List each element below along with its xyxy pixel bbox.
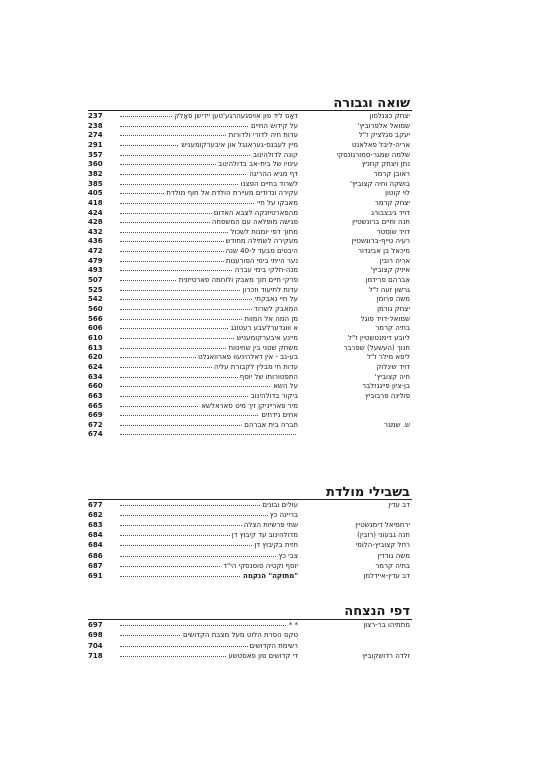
- toc-entry[interactable]: [0, 541, 546, 550]
- toc-entry[interactable]: [0, 199, 546, 208]
- toc-entry[interactable]: [0, 228, 546, 237]
- entry-title: מנה-חלקי בימי עברה: [234, 266, 298, 275]
- entry-page-number: 493: [88, 266, 103, 275]
- entry-page-number: 697: [88, 621, 103, 629]
- entry-title: עקירה ונדודים מעיירת הולדת אל חוף מולדת: [166, 189, 298, 198]
- entry-author: מתתיהו בר-רצון: [363, 621, 410, 629]
- toc-entry[interactable]: [0, 160, 546, 169]
- toc-entry[interactable]: [0, 552, 546, 561]
- toc-entry[interactable]: [0, 276, 546, 285]
- dot-leader: [120, 434, 296, 435]
- entry-title: קונה לדולהינוב: [252, 150, 298, 159]
- entry-author: יצחק גורמן: [377, 305, 410, 313]
- entry-author: משה פרומן: [376, 295, 410, 304]
- entry-title: מיינע איבערקומעניש: [236, 334, 298, 342]
- toc-entry[interactable]: [0, 382, 546, 391]
- entry-page-number: 686: [88, 551, 103, 560]
- dot-leader: [120, 625, 296, 626]
- entry-title: מעקירה לשתילה מחודש: [225, 237, 298, 246]
- entry-author: דב עדין-איידלמן: [363, 571, 410, 580]
- entry-title: עולים ובונים: [262, 501, 298, 509]
- entry-author: אריה-ליבל פאלאנט: [351, 140, 410, 149]
- entry-title: מן המה אל המוות: [244, 314, 298, 323]
- toc-entry[interactable]: [0, 266, 546, 275]
- entry-title: יוסף וקטיה סוסנסקי הי"ד: [223, 561, 298, 570]
- toc-entry[interactable]: [0, 315, 546, 324]
- entry-title: "מתוקה" הנקמה: [243, 571, 298, 580]
- entry-title: עדות חי מבלין לקבורת עליה: [214, 362, 298, 371]
- toc-entry[interactable]: [0, 209, 546, 218]
- entry-title: עדות לתיעוד וזכרון: [242, 285, 298, 294]
- entry-title: פגישה מופלאה עם המשפחה: [211, 218, 298, 227]
- entry-author: חיה קצוביץ': [374, 372, 410, 381]
- entry-title: מהפארטיזנקה לצבא האדום: [213, 208, 298, 217]
- entry-page-number: 479: [88, 256, 103, 265]
- entry-page-number: 566: [88, 314, 103, 323]
- entry-author: איזיק קצוביץ': [370, 266, 410, 275]
- entry-page-number: 560: [88, 305, 103, 313]
- toc-entry[interactable]: [0, 363, 546, 372]
- entry-title: א וווגדערלעבע רעטונג: [230, 324, 298, 333]
- entry-author: חנה וחיים ברונשטיין: [352, 218, 410, 227]
- entry-page-number: 507: [88, 276, 103, 285]
- entry-page-number: 432: [88, 227, 103, 236]
- toc-entry[interactable]: [0, 642, 546, 651]
- entry-page-number: 525: [88, 285, 103, 294]
- entry-page-number: 613: [88, 343, 103, 352]
- toc-entry[interactable]: [0, 531, 546, 540]
- entry-author: ליובע דימנטשטיין ז"ל: [348, 334, 410, 342]
- entry-page-number: 672: [88, 420, 103, 429]
- entry-author: דויד שינלוק: [376, 362, 410, 371]
- entry-author: יצחק כצנלסון: [369, 112, 410, 120]
- toc-entry[interactable]: [0, 373, 546, 382]
- entry-title: אחים נידחים: [261, 411, 298, 420]
- entry-title: לשרוד בחיים הפצנו: [240, 179, 298, 188]
- toc-entry[interactable]: [0, 353, 546, 362]
- toc-entry[interactable]: [0, 257, 546, 266]
- entry-title: בע-נב - אין דאלהינעוו פארוואגלט: [198, 353, 298, 362]
- section-title: דפי הנצחה: [344, 604, 410, 619]
- entry-page-number: 674: [88, 430, 103, 439]
- entry-author: ש. שמגר: [384, 420, 410, 429]
- toc-entry[interactable]: [0, 421, 546, 430]
- toc-entry[interactable]: [0, 141, 546, 150]
- entry-author: יצחק קרמר: [374, 198, 410, 207]
- entry-page-number: 428: [88, 218, 103, 227]
- entry-author: נתן ויצחק קוזניץ: [361, 160, 410, 169]
- entry-author: זלדה רדושקוביץ: [362, 651, 410, 660]
- entry-author: בתיה קרמר: [375, 561, 410, 570]
- entry-title: מיר פארייניקן זיך מיט סאראלשא: [201, 401, 298, 410]
- entry-title: עינויו של בית-אב בדולהינוב: [218, 160, 298, 169]
- entry-page-number: 436: [88, 237, 103, 246]
- entry-title: עדות חיה לדורי ולדורות: [228, 131, 298, 140]
- entry-page-number: 677: [88, 501, 103, 509]
- entry-page-number: 683: [88, 521, 103, 530]
- toc-entry[interactable]: [0, 572, 546, 581]
- entry-author: ירחמיאל דימנשטיין: [355, 521, 410, 530]
- entry-title: המאבק לשרוד: [254, 305, 298, 313]
- section-title: בשבילי מולדת: [325, 485, 410, 500]
- entry-author: חנוך (העשעל) שפרבר: [343, 343, 410, 352]
- entry-page-number: 665: [88, 401, 103, 410]
- entry-page-number: 405: [88, 189, 103, 198]
- toc-entry[interactable]: [0, 305, 546, 314]
- entry-title: חזית בקיבוץ דן: [254, 541, 298, 550]
- entry-page-number: 606: [88, 324, 103, 333]
- entry-page-number: 472: [88, 247, 103, 256]
- entry-title: בריינה כץ: [269, 511, 298, 520]
- toc-entry[interactable]: [0, 295, 546, 304]
- toc-entry[interactable]: [0, 286, 546, 295]
- entry-page-number: 663: [88, 391, 103, 400]
- entry-title: די קדושים פון פאסטשע: [228, 651, 298, 660]
- entry-page-number: 357: [88, 150, 103, 159]
- entry-title: היבטים מבעד ל-40 שנה: [225, 247, 298, 256]
- dot-leader: [120, 386, 296, 387]
- toc-entry[interactable]: [0, 652, 546, 661]
- entry-author: דב עדין: [388, 501, 410, 509]
- entry-title: נער הייתי בימי הפורענות: [225, 256, 298, 265]
- entry-title: על השא: [273, 382, 298, 391]
- toc-entry[interactable]: [0, 511, 546, 520]
- entry-author: חנה גבעוני (רובין): [357, 531, 410, 540]
- toc-entry[interactable]: [0, 430, 546, 439]
- entry-page-number: 610: [88, 334, 103, 342]
- entry-author: שמואל אלפרוביץ': [357, 121, 410, 130]
- entry-title: שתי פרשיות הצלה: [243, 521, 298, 530]
- toc-entry[interactable]: [0, 237, 546, 246]
- entry-author: דויד גיבצבורג: [371, 208, 410, 217]
- section-title: שואה וגבורה: [333, 96, 410, 111]
- entry-author: משה גורדין: [377, 551, 410, 560]
- entry-page-number: 691: [88, 571, 103, 580]
- toc-entry[interactable]: [0, 631, 546, 640]
- toc-entry[interactable]: [0, 501, 546, 510]
- entry-page-number: 698: [88, 631, 103, 640]
- entry-author: רעיה טייף-ברונשטיין: [351, 237, 410, 246]
- toc-entry[interactable]: [0, 411, 546, 420]
- entry-author: בתיה קרמר: [375, 324, 410, 333]
- entry-title: דאָס ליד פון אויסגעהרגע'טען יידישן פאָלק: [174, 112, 298, 120]
- entry-title: משחק שטני בין שחיטות: [228, 343, 298, 352]
- entry-page-number: 684: [88, 541, 103, 550]
- toc-entry[interactable]: [0, 247, 546, 256]
- entry-page-number: 382: [88, 169, 103, 178]
- entry-author: ראובן קרמר: [373, 169, 410, 178]
- entry-author: יעקב סגלציק ז"ל: [358, 131, 410, 140]
- entry-author: רחל קצוביץ-הלומי: [355, 541, 410, 550]
- entry-page-number: 684: [88, 531, 103, 540]
- entry-page-number: 624: [88, 362, 103, 371]
- entry-author: פולינה פרבוביץ: [364, 391, 410, 400]
- entry-author: אברהם פרידמן: [365, 276, 410, 285]
- toc-entry[interactable]: [0, 112, 546, 121]
- section-divider: [88, 499, 412, 500]
- entry-title: על חיי נאבקתי: [254, 295, 298, 304]
- entry-page-number: 360: [88, 160, 103, 169]
- entry-page-number: 620: [88, 353, 103, 362]
- entry-author: ליפא מילר ז"ל: [367, 353, 410, 362]
- entry-page-number: 669: [88, 411, 103, 420]
- entry-title: * *: [288, 621, 298, 629]
- entry-page-number: 682: [88, 511, 103, 520]
- entry-page-number: 660: [88, 382, 103, 391]
- entry-author: בושקה וחיה קצוביץ': [350, 179, 410, 188]
- toc-entry[interactable]: [0, 180, 546, 189]
- entry-page-number: 424: [88, 208, 103, 217]
- entry-page-number: 718: [88, 651, 103, 660]
- entry-title: ביקור בדולהינוב: [250, 391, 298, 400]
- toc-entry[interactable]: [0, 402, 546, 411]
- toc-entry[interactable]: [0, 189, 546, 198]
- entry-page-number: 418: [88, 198, 103, 207]
- entry-title: על קידוש החיים: [251, 121, 298, 130]
- toc-entry[interactable]: [0, 344, 546, 353]
- entry-author: דויד שוסטר: [376, 227, 410, 236]
- entry-title: מדולהינוב עד קיבוץ דן: [231, 531, 298, 540]
- entry-title: מיין לעבנס-געראנגל און איבערקומעניש: [181, 140, 298, 149]
- entry-title: רשימת הקדושים: [249, 641, 298, 650]
- toc-entry[interactable]: [0, 562, 546, 571]
- entry-page-number: 704: [88, 641, 103, 650]
- entry-author: גרשון זעה ז"ל: [368, 285, 410, 294]
- toc-entry[interactable]: [0, 621, 546, 630]
- entry-title: חברה בית אברהם: [244, 420, 298, 429]
- entry-author: שלמה שמגר-סמורגונסקי: [336, 150, 410, 159]
- toc-entry[interactable]: [0, 170, 546, 179]
- toc-entry[interactable]: [0, 151, 546, 160]
- toc-entry[interactable]: [0, 324, 546, 333]
- toc-entry[interactable]: [0, 122, 546, 131]
- entry-page-number: 687: [88, 561, 103, 570]
- toc-entry[interactable]: [0, 392, 546, 401]
- entry-page-number: 274: [88, 131, 103, 140]
- toc-entry[interactable]: [0, 218, 546, 227]
- entry-page-number: 237: [88, 112, 103, 120]
- toc-entry[interactable]: [0, 131, 546, 140]
- section-divider: [88, 110, 412, 111]
- entry-title: התפטורותו של יוסף: [239, 372, 298, 381]
- section-divider: [88, 619, 412, 620]
- entry-title: מתוך דפי יומנות לשכול: [230, 227, 298, 236]
- entry-title: מאבקו על חיי: [257, 198, 298, 207]
- entry-title: צבי כץ: [278, 551, 298, 560]
- entry-page-number: 291: [88, 140, 103, 149]
- entry-page-number: 542: [88, 295, 103, 304]
- toc-entry[interactable]: [0, 334, 546, 343]
- entry-author: לוי קוטון: [385, 189, 410, 198]
- entry-author: אריה רובין: [379, 256, 410, 265]
- entry-title: טקס הסרת הלוט מעל מצבת הקדושים: [183, 631, 298, 640]
- entry-author: שמואל-דויד פוגל: [360, 314, 410, 323]
- dot-leader: [120, 556, 296, 557]
- entry-title: פרקי חיים תוך מאבק ולוחמה פארטיזנית: [178, 276, 298, 285]
- entry-page-number: 385: [88, 179, 103, 188]
- entry-page-number: 238: [88, 121, 103, 130]
- entry-title: דף מגיא ההריגה: [249, 169, 298, 178]
- toc-entry[interactable]: [0, 521, 546, 530]
- entry-author: מיכאל בן אביגדור: [358, 247, 410, 256]
- entry-page-number: 634: [88, 372, 103, 381]
- entry-author: בן-ציון פייגנזלבר: [362, 382, 410, 391]
